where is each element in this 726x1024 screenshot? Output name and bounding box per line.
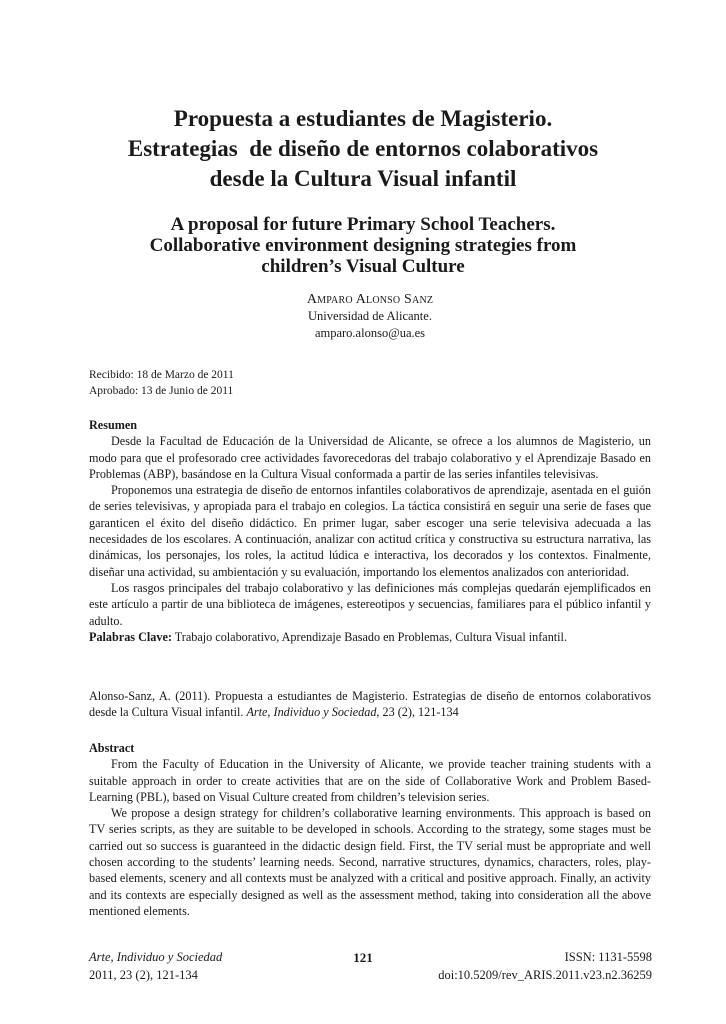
author-email: amparo.alonso@ua.es bbox=[314, 326, 426, 340]
footer-identifiers bbox=[438, 948, 652, 984]
keywords-text: Trabajo colaborativo, Aprendizaje Basado en Problemas, Cultura Visual infantil. bbox=[174, 629, 567, 644]
abstract-paragraph-1: From the Faculty of Education in the University of Alicante, we provide teacher training students with a suitable approach in order to create activities that are on the side of Collaborative Work and Problem Based-Learning (PBL), based on Visual Culture created from children’s television series. bbox=[89, 757, 651, 804]
english-title-line-1: A proposal for future Primary School Teachers. bbox=[170, 214, 556, 235]
author-affiliation: Universidad de Alicante. bbox=[308, 309, 432, 323]
abstract-section bbox=[89, 740, 651, 919]
submission-dates bbox=[89, 367, 389, 399]
citation bbox=[89, 688, 651, 721]
footer-issn: ISSN: 1131-5598 bbox=[564, 950, 652, 964]
keywords-label: Palabras Clave: bbox=[89, 629, 172, 644]
spanish-title-line-2: Estrategias de diseño de entornos colaborativos bbox=[127, 136, 599, 161]
resumen-paragraph-1: Desde la Facultad de Educación de la Universidad de Alicante, se ofrece a los alumnos de Magisterio, un modo para que el profesorado cree actividades favorecedoras del trabajo colaborativo y el Aprendizaje Basado en Problemas (ABP), basándose en la Cultura Visual conformada a partir de las series infantiles televisivas. bbox=[89, 434, 651, 481]
page-number: 121 bbox=[353, 950, 373, 965]
footer-volume: 2011, 23 (2), 121-134 bbox=[89, 968, 198, 982]
english-title-line-2: Collaborative environment designing strategies from bbox=[149, 235, 577, 256]
english-title-line-3: children’s Visual Culture bbox=[261, 256, 465, 277]
author-name: Amparo Alonso Sanz bbox=[306, 292, 434, 307]
author-block bbox=[200, 291, 540, 342]
approved-date: Aprobado: 13 de Junio de 2011 bbox=[89, 385, 234, 397]
citation-text: Alonso-Sanz, A. (2011). Propuesta a estudiantes de Magisterio. Estrategias de diseño de entornos colaborativos desde la Cultura Visual infantil. bbox=[89, 689, 651, 720]
english-title bbox=[60, 214, 666, 277]
keywords bbox=[89, 629, 651, 645]
spanish-title-line-1: Propuesta a estudiantes de Magisterio. bbox=[173, 106, 553, 131]
resumen-paragraph-2: Proponemos una estrategia de diseño de entornos infantiles colaborativos de aprendizaje, asentada en el guión de series televisivas, y apropiada para el trabajo en colegios. La táctica consistirá en seguir una serie de fases que garanticen el éxito del diseño didáctico. En primer lugar, saber escoger una serie televisiva adecuada a las necesidades de los escolares. A continuación, analizar con actitud crítica y constructiva su estructura narrativa, las dinámicas, los personajes, los roles, la actitud lúdica e interactiva, los decorados y los contextos. Finalmente, diseñar una actividad, su ambientación y su evaluación, importando los elementos analizados con anterioridad. bbox=[89, 483, 651, 579]
citation-issue: 23 (2), 121-134 bbox=[382, 705, 459, 720]
citation-journal: Arte, Individuo y Sociedad, bbox=[246, 705, 380, 720]
abstract-heading: Abstract bbox=[89, 741, 135, 755]
abstract-paragraph-2: We propose a design strategy for children’s collaborative learning environments. This approach is based on TV series scripts, as they are suitable to be developed in schools. According to the strategy, some stages must be carried out so success is guaranteed in the didactic design field. First, the TV serial must be appropriate and well chosen according to the students’ learning needs. Second, narrative structures, dynamics, characters, roles, play-based elements, scenery and all contexts must be analyzed with a critical and positive approach. Finally, an activity and its contexts are especially designed as well as the assessment method, taking into consideration all the above mentioned elements. bbox=[89, 806, 651, 918]
footer-journal-name: Arte, Individuo y Sociedad bbox=[89, 950, 223, 964]
resumen-paragraph-3: Los rasgos principales del trabajo colaborativo y las definiciones más complejas quedarán ejemplificados en este artículo a partir de una biblioteca de imágenes, estereotipos y secuencias, familiares para el público infantil y adulto. bbox=[89, 580, 651, 628]
received-date: Recibido: 18 de Marzo de 2011 bbox=[89, 369, 234, 381]
footer-journal-info bbox=[89, 948, 222, 984]
spanish-title-line-3: desde la Cultura Visual infantil bbox=[209, 166, 517, 191]
spanish-title bbox=[60, 104, 666, 194]
resumen-heading: Resumen bbox=[89, 418, 138, 432]
resumen-section bbox=[89, 417, 651, 645]
footer-doi: doi:10.5209/rev_ARIS.2011.v23.n2.36259 bbox=[438, 968, 652, 982]
